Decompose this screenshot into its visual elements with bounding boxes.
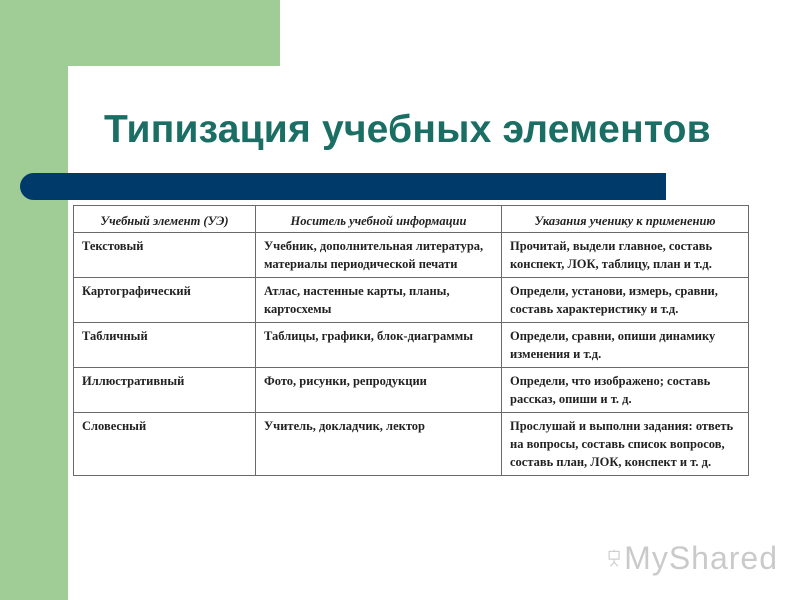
instructions-cell: Прочитай, выдели главное, составь конспект, ЛОК, таблицу, план и т.д. xyxy=(502,233,749,278)
table-row xyxy=(74,368,749,413)
header-element: Учебный элемент (УЭ) xyxy=(74,206,256,233)
title-underline-bar xyxy=(20,173,666,200)
slide-title: Типизация учебных элементов xyxy=(104,108,711,151)
carrier-cell: Фото, рисунки, репродукции xyxy=(256,368,502,413)
carrier-cell: Атлас, настенные карты, планы, картосхемы xyxy=(256,278,502,323)
instructions-cell: Определи, установи, измерь, сравни, составь характеристику и т.д. xyxy=(502,278,749,323)
table-row xyxy=(74,323,749,368)
green-left-band xyxy=(0,0,68,600)
instructions-cell: Определи, что изображено; составь рассказ, опиши и т. д. xyxy=(502,368,749,413)
element-cell: Картографический xyxy=(74,278,256,323)
elements-table xyxy=(73,205,749,476)
carrier-cell: Таблицы, графики, блок-диаграммы xyxy=(256,323,502,368)
table-row xyxy=(74,413,749,476)
element-cell: Текстовый xyxy=(74,233,256,278)
table-row xyxy=(74,278,749,323)
element-cell: Иллюстративный xyxy=(74,368,256,413)
carrier-cell: Учебник, дополнительная литература, материалы периодической печати xyxy=(256,233,502,278)
table-header-row xyxy=(74,206,749,233)
element-cell: Табличный xyxy=(74,323,256,368)
myshared-watermark xyxy=(608,538,778,578)
instructions-cell: Прослушай и выполни задания: ответь на вопросы, составь список вопросов, составь план, ЛОК, конспект и т. д. xyxy=(502,413,749,476)
watermark-text: MyShared xyxy=(624,539,778,576)
table-row xyxy=(74,233,749,278)
presentation-board-icon xyxy=(608,542,620,574)
carrier-cell: Учитель, докладчик, лектор xyxy=(256,413,502,476)
header-carrier: Носитель учебной информации xyxy=(256,206,502,233)
green-top-band xyxy=(0,0,280,66)
element-cell: Словесный xyxy=(74,413,256,476)
header-instructions: Указания ученику к применению xyxy=(502,206,749,233)
instructions-cell: Определи, сравни, опиши динамику изменения и т.д. xyxy=(502,323,749,368)
